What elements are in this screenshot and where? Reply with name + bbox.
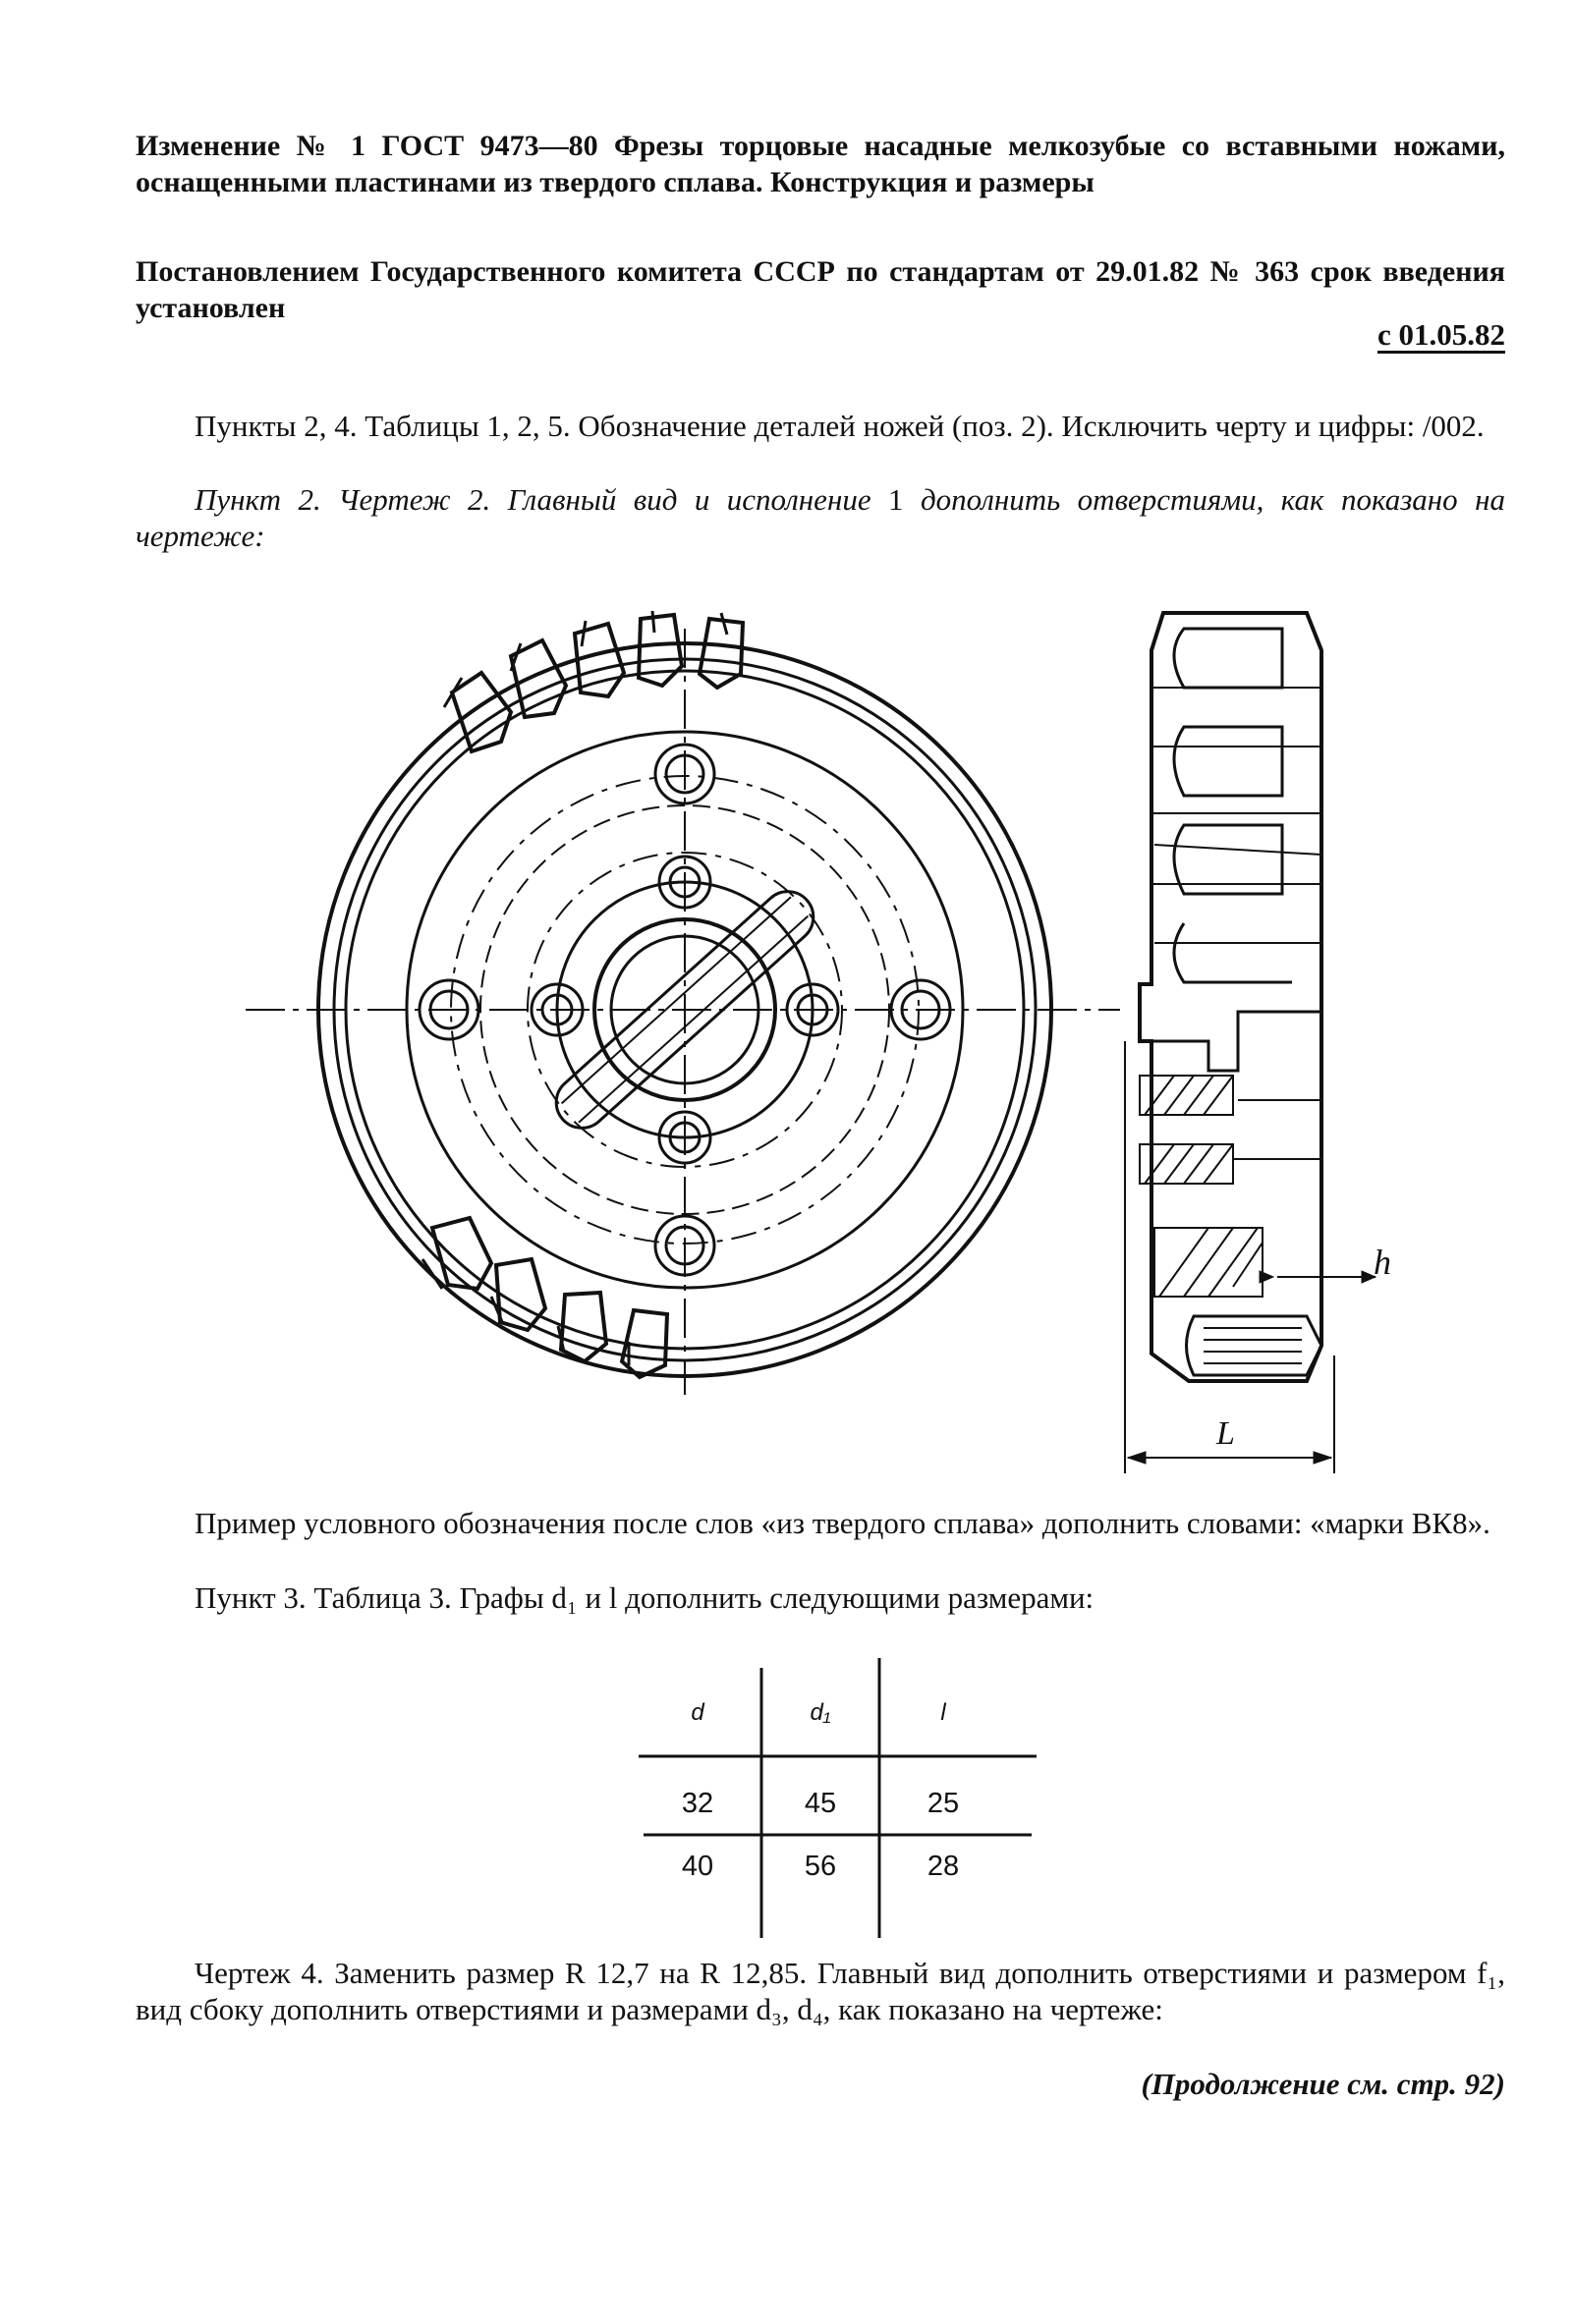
dimension-L-label: L [1216,1415,1235,1452]
table-cell: 56 [804,1851,837,1882]
dimension-h-label: h [1374,1243,1391,1282]
paragraph-items-2-4: Пункты 2, 4. Таблицы 1, 2, 5. Обозначение деталей ножей (поз. 2). Исключить черту и цифры: /002. [195,409,1485,443]
version-number: 1 [888,482,904,517]
dimensions-table [609,1658,1041,1943]
side-view [1125,613,1376,1473]
main-view [246,611,1120,1395]
paragraph-item-3: Пункт 3. Таблица 3. Графы d₁ и l дополнить следующими размерами: [195,1580,1095,1615]
table-cell: 32 [681,1788,714,1819]
table-cell: 28 [926,1851,960,1882]
continuation-note: (Продолжение см. стр. 92) [1141,2067,1505,2101]
amendment-title: Изменение № 1 ГОСТ 9473—80 Фрезы торцовые насадные мелкозубые со вставными ножами, оснащенными пластинами из твердого сплава. Конструкция и размеры [136,130,1505,198]
effective-date: с 01.05.82 [1376,317,1505,352]
table-header-d: d [691,1699,704,1726]
table-header-l: l [940,1699,946,1726]
paragraph-designation-example: Пример условного обозначения после слов «из твердого сплава» дополнить словами: «марки ВК8». [195,1506,1490,1540]
hatch-sections [1140,1076,1263,1297]
knives-top [444,611,743,751]
paragraph-drawing-4: Чертеж 4. Заменить размер R 12,7 на R 12,85. Главный вид дополнить отверстиями и размером f₁, вид сбоку дополнить отверстиями и размерами d₃, d₄, как показано на чертеже: [136,1956,1505,2026]
table-cell: 40 [681,1851,714,1882]
table-cell: 25 [926,1788,960,1819]
resolution-text: Постановлением Государственного комитета СССР по стандартам от 29.01.82 № 363 срок введения установлен [136,255,1505,324]
table-header-d1: d₁ [810,1699,831,1726]
paragraph-part: Пункт 2. Чертеж 2. Главный вид и исполнение [195,482,889,517]
paragraph-part: дополнить отверстиями, как показано на чертеже: [136,482,1505,553]
table-cell: 45 [804,1788,837,1819]
